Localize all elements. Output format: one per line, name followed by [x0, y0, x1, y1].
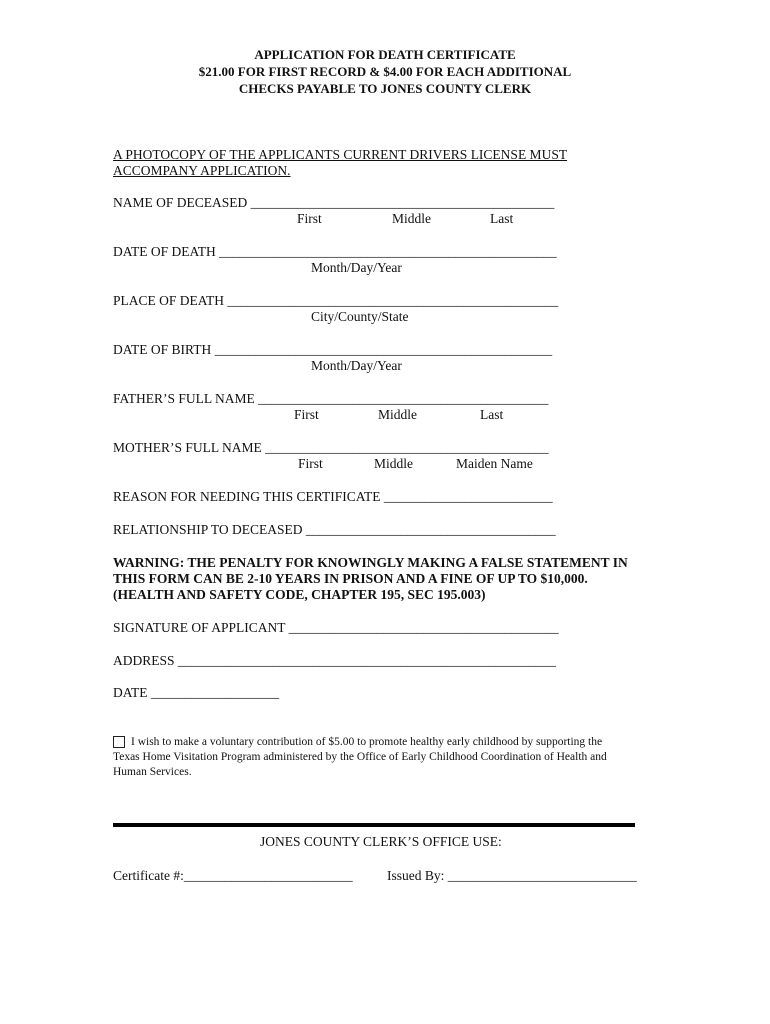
place-format-label: City/County/State — [311, 309, 409, 324]
form-title: APPLICATION FOR DEATH CERTIFICATE — [254, 47, 516, 62]
father-middle-label: Middle — [378, 407, 417, 422]
mothers-name-field[interactable]: MOTHER’S FULL NAME __________________________________________ — [113, 440, 549, 455]
reason-field[interactable]: REASON FOR NEEDING THIS CERTIFICATE _________________________ — [113, 489, 553, 504]
death-date-format-label: Month/Day/Year — [311, 260, 402, 275]
father-first-label: First — [294, 407, 319, 422]
license-notice-line2: ACCOMPANY APPLICATION. — [113, 163, 291, 178]
name-of-deceased-field[interactable]: NAME OF DECEASED _____________________________________________ — [113, 195, 555, 210]
license-notice-line1: A PHOTOCOPY OF THE APPLICANTS CURRENT DRIVERS LICENSE MUST — [113, 147, 568, 162]
fathers-name-field[interactable]: FATHER’S FULL NAME ___________________________________________ — [113, 391, 549, 406]
name-last-label: Last — [490, 211, 514, 226]
name-middle-label: Middle — [392, 211, 431, 226]
address-field[interactable]: ADDRESS ________________________________________________________ — [113, 653, 556, 668]
date-field[interactable]: DATE ___________________ — [113, 685, 280, 700]
certificate-number-field[interactable]: Certificate #:_________________________ — [113, 868, 353, 883]
warning-line2: THIS FORM CAN BE 2-10 YEARS IN PRISON AND A FINE OF UP TO $10,000. — [113, 571, 588, 586]
warning-line3: (HEALTH AND SAFETY CODE, CHAPTER 195, SEC 195.003) — [113, 587, 486, 602]
fee-line: $21.00 FOR FIRST RECORD & $4.00 FOR EACH ADDITIONAL — [198, 64, 572, 79]
date-of-birth-field[interactable]: DATE OF BIRTH __________________________________________________ — [113, 342, 553, 357]
name-first-label: First — [297, 211, 322, 226]
mother-middle-label: Middle — [374, 456, 413, 471]
father-last-label: Last — [480, 407, 504, 422]
issued-by-field[interactable]: Issued By: ____________________________ — [387, 868, 637, 883]
relationship-field[interactable]: RELATIONSHIP TO DECEASED _____________________________________ — [113, 522, 556, 537]
date-of-death-field[interactable]: DATE OF DEATH __________________________________________________ — [113, 244, 557, 259]
payable-line: CHECKS PAYABLE TO JONES COUNTY CLERK — [238, 81, 532, 96]
office-use-heading: JONES COUNTY CLERK’S OFFICE USE: — [260, 834, 502, 849]
mother-first-label: First — [298, 456, 323, 471]
contribution-checkbox[interactable] — [113, 736, 125, 748]
signature-field[interactable]: SIGNATURE OF APPLICANT ________________________________________ — [113, 620, 559, 635]
warning-line1: WARNING: THE PENALTY FOR KNOWINGLY MAKING A FALSE STATEMENT IN — [113, 555, 628, 570]
mother-maiden-label: Maiden Name — [456, 456, 533, 471]
office-use-divider — [113, 823, 635, 827]
contribution-text-line1: I wish to make a voluntary contribution of $5.00 to promote healthy early childhood by supporting the — [131, 736, 603, 748]
birth-date-format-label: Month/Day/Year — [311, 358, 402, 373]
contribution-text-line2: Texas Home Visitation Program administered by the Office of Early Childhood Coordination of Health and — [113, 751, 607, 763]
contribution-text-line3: Human Services. — [113, 766, 192, 778]
place-of-death-field[interactable]: PLACE OF DEATH _________________________________________________ — [113, 293, 559, 308]
